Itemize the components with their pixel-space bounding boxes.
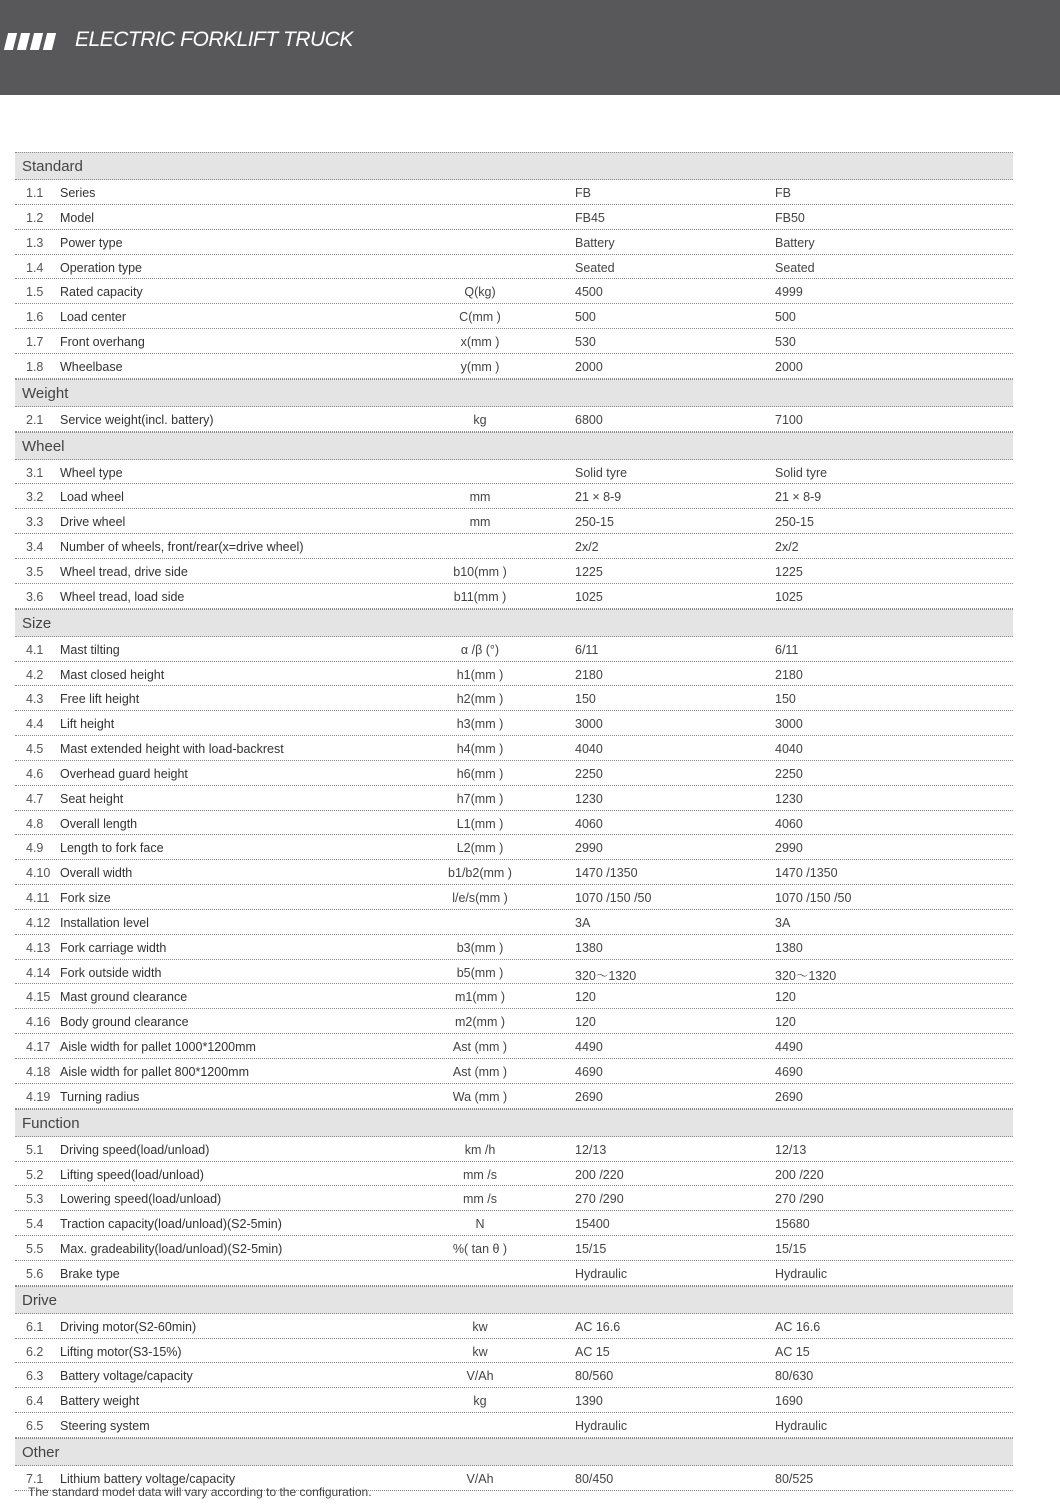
row-unit: mm /s — [462, 1192, 498, 1207]
row-item: Model — [60, 210, 95, 225]
value-model-1: Solid tyre — [575, 465, 628, 480]
stripes-logo-icon — [6, 33, 58, 51]
table-row — [15, 1261, 1013, 1286]
row-item: Operation type — [60, 260, 142, 275]
row-number: 1.7 — [26, 335, 44, 350]
table-row — [15, 205, 1013, 230]
row-unit: h4(mm ) — [456, 742, 504, 757]
table-row — [15, 230, 1013, 255]
row-item: Turning radius — [60, 1089, 140, 1104]
value-model-1: Seated — [575, 260, 615, 275]
row-number: 4.8 — [26, 816, 44, 831]
value-model-2: 1225 — [775, 564, 803, 579]
value-model-2: Hydraulic — [775, 1419, 828, 1434]
value-model-2: Solid tyre — [775, 465, 828, 480]
value-model-2: 2990 — [775, 841, 803, 856]
row-number: 6.4 — [26, 1394, 44, 1409]
row-unit: Ast (mm ) — [452, 1065, 508, 1079]
value-model-2: 320～1320 — [775, 968, 837, 983]
table-row — [15, 1211, 1013, 1236]
row-item: Battery weight — [60, 1394, 140, 1409]
table-row — [15, 1084, 1013, 1109]
value-model-2: AC 15 — [775, 1344, 810, 1359]
row-number: 6.5 — [26, 1419, 44, 1434]
row-number: 2.1 — [26, 412, 44, 427]
value-model-2: 15680 — [775, 1217, 810, 1232]
row-unit: N — [475, 1217, 485, 1232]
row-unit: km /h — [464, 1142, 496, 1157]
value-model-2: 1690 — [775, 1394, 803, 1409]
table-row — [15, 1137, 1013, 1162]
row-number: 1.1 — [26, 186, 44, 200]
row-item: Wheelbase — [60, 359, 123, 374]
value-model-1: 21 × 8-9 — [575, 490, 622, 505]
value-model-1: 200 /220 — [575, 1167, 624, 1182]
row-item: Length to fork face — [60, 841, 164, 856]
value-model-1: 4060 — [575, 816, 603, 831]
row-item: Wheel tread, drive side — [60, 564, 188, 579]
section-header: Function — [15, 1109, 1013, 1137]
table-row — [15, 1413, 1013, 1438]
row-unit: Wa (mm ) — [452, 1089, 508, 1104]
row-unit: h3(mm ) — [456, 717, 504, 732]
row-number: 4.6 — [26, 766, 44, 781]
row-unit: h1(mm ) — [456, 667, 504, 682]
row-item: Battery voltage/capacity — [60, 1369, 193, 1384]
row-item: Overall width — [60, 866, 133, 881]
row-unit: h7(mm ) — [456, 791, 504, 806]
row-unit: y(mm ) — [460, 359, 500, 374]
value-model-1: 80/450 — [575, 1471, 614, 1486]
row-number: 4.10 — [26, 866, 51, 881]
value-model-1: 4500 — [575, 285, 603, 300]
table-row — [15, 1388, 1013, 1413]
value-model-1: 320～1320 — [575, 968, 637, 983]
value-model-1: 1225 — [575, 564, 603, 579]
row-unit: x(mm ) — [460, 335, 500, 350]
value-model-2: 7100 — [775, 412, 803, 427]
row-unit: C(mm ) — [459, 310, 501, 325]
page-title: ELECTRIC FORKLIFT TRUCK — [75, 28, 353, 51]
row-item: Lifting motor(S3-15%) — [60, 1344, 182, 1359]
table-row — [15, 1339, 1013, 1364]
value-model-2: Seated — [775, 260, 815, 275]
value-model-2: 12/13 — [775, 1142, 807, 1157]
spec-table — [15, 152, 1013, 1491]
value-model-2: 2690 — [775, 1089, 803, 1104]
value-model-2: 21 × 8-9 — [775, 490, 822, 505]
value-model-1: 3000 — [575, 717, 603, 732]
table-row — [15, 1363, 1013, 1388]
table-row — [15, 984, 1013, 1009]
row-number: 6.2 — [26, 1344, 44, 1359]
value-model-1: 1070 /150 /50 — [575, 891, 652, 906]
row-item: Wheel type — [60, 465, 123, 480]
section-header: Drive — [15, 1286, 1013, 1314]
row-number: 4.3 — [26, 692, 44, 707]
value-model-1: 530 — [575, 335, 596, 350]
row-number: 6.1 — [26, 1319, 44, 1334]
value-model-2: 3A — [775, 915, 791, 930]
row-item: Steering system — [60, 1419, 150, 1434]
table-row — [15, 279, 1013, 304]
value-model-1: 1390 — [575, 1394, 603, 1409]
row-number: 7.1 — [26, 1471, 44, 1486]
value-model-1: AC 16.6 — [575, 1319, 621, 1334]
row-number: 1.5 — [26, 285, 44, 300]
value-model-2: 4999 — [775, 285, 803, 300]
value-model-1: 120 — [575, 990, 596, 1005]
value-model-1: 3A — [575, 915, 591, 930]
row-number: 1.8 — [26, 359, 44, 374]
value-model-1: 15/15 — [575, 1242, 607, 1257]
value-model-1: 250-15 — [575, 515, 614, 530]
table-row — [15, 460, 1013, 485]
table-row — [15, 1034, 1013, 1059]
table-row — [15, 860, 1013, 885]
row-item: Rated capacity — [60, 285, 143, 300]
row-unit: mm — [469, 490, 491, 505]
value-model-2: FB50 — [775, 210, 805, 225]
table-row — [15, 559, 1013, 584]
table-row — [15, 509, 1013, 534]
row-item: Mast ground clearance — [60, 990, 188, 1005]
table-row — [15, 354, 1013, 379]
row-item: Wheel tread, load side — [60, 589, 185, 604]
row-number: 4.16 — [26, 1015, 51, 1030]
table-row — [15, 885, 1013, 910]
row-unit: L2(mm ) — [456, 841, 504, 856]
table-row — [15, 534, 1013, 559]
table-row — [15, 686, 1013, 711]
value-model-1: 12/13 — [575, 1142, 607, 1157]
row-item: Lift height — [60, 717, 115, 732]
row-item: Lowering speed(load/unload) — [60, 1192, 222, 1207]
row-item: Max. gradeability(load/unload)(S2-5min) — [60, 1242, 283, 1257]
section-header: Weight — [15, 379, 1013, 407]
row-number: 4.19 — [26, 1089, 51, 1104]
row-item: Number of wheels, front/rear(x=drive wheel) — [60, 540, 304, 555]
table-row — [15, 935, 1013, 960]
row-item: Driving motor(S2-60min) — [60, 1319, 197, 1334]
row-number: 5.6 — [26, 1266, 44, 1281]
row-unit: mm — [469, 515, 491, 530]
row-number: 4.2 — [26, 667, 44, 682]
value-model-2: 80/525 — [775, 1471, 814, 1486]
value-model-2: 250-15 — [775, 515, 814, 530]
value-model-2: 530 — [775, 335, 796, 350]
row-item: Mast tilting — [60, 642, 120, 657]
value-model-2: 2x/2 — [775, 540, 799, 555]
value-model-1: 1025 — [575, 589, 603, 604]
value-model-1: 1230 — [575, 791, 603, 806]
value-model-2: 2250 — [775, 766, 803, 781]
value-model-1: FB45 — [575, 210, 605, 225]
row-unit: kg — [473, 1394, 487, 1409]
row-item: Mast extended height with load-backrest — [60, 742, 284, 757]
value-model-1: Hydraulic — [575, 1266, 628, 1281]
table-row — [15, 761, 1013, 786]
value-model-1: 270 /290 — [575, 1192, 624, 1207]
value-model-1: 2990 — [575, 841, 603, 856]
row-number: 4.14 — [26, 965, 51, 980]
footnote: The standard model data will vary according to the configuration. — [28, 1485, 372, 1499]
section-header: Wheel — [15, 432, 1013, 460]
row-number: 4.15 — [26, 990, 51, 1005]
value-model-2: FB — [775, 186, 791, 200]
table-row — [15, 407, 1013, 432]
row-unit: m1(mm ) — [455, 990, 505, 1005]
value-model-2: 6/11 — [775, 642, 799, 657]
row-number: 3.4 — [26, 540, 44, 555]
row-item: Traction capacity(load/unload)(S2-5min) — [60, 1217, 282, 1232]
value-model-2: 1230 — [775, 791, 803, 806]
table-row — [15, 1162, 1013, 1187]
row-item: Service weight(incl. battery) — [60, 412, 214, 427]
row-unit: L1(mm ) — [456, 816, 504, 831]
value-model-2: 270 /290 — [775, 1192, 824, 1207]
row-unit: m2(mm ) — [455, 1015, 505, 1030]
row-item: Fork size — [60, 891, 111, 906]
row-unit: %( tan θ ) — [452, 1242, 508, 1257]
row-unit: h2(mm ) — [456, 692, 504, 707]
table-row — [15, 1059, 1013, 1084]
row-item: Load center — [60, 310, 127, 325]
value-model-2: 2180 — [775, 667, 803, 682]
value-model-1: 4490 — [575, 1040, 603, 1055]
row-number: 1.6 — [26, 310, 44, 325]
value-model-2: Hydraulic — [775, 1266, 828, 1281]
value-model-1: Battery — [575, 235, 615, 250]
section-header: Standard — [15, 152, 1013, 180]
table-row — [15, 910, 1013, 935]
table-row — [15, 584, 1013, 609]
value-model-1: 6/11 — [575, 642, 599, 657]
row-unit: b3(mm ) — [456, 940, 504, 955]
row-number: 4.17 — [26, 1040, 51, 1055]
row-unit: h6(mm ) — [456, 766, 504, 781]
table-row — [15, 304, 1013, 329]
table-row — [15, 1314, 1013, 1339]
row-item: Fork carriage width — [60, 940, 167, 955]
section-header: Other — [15, 1438, 1013, 1466]
value-model-2: 500 — [775, 310, 796, 325]
row-number: 3.2 — [26, 490, 44, 505]
table-row — [15, 786, 1013, 811]
value-model-1: 500 — [575, 310, 596, 325]
table-row — [15, 255, 1013, 280]
row-unit: kw — [472, 1319, 488, 1334]
row-item: Lifting speed(load/unload) — [60, 1167, 204, 1182]
value-model-1: 6800 — [575, 412, 603, 427]
row-item: Aisle width for pallet 1000*1200mm — [60, 1040, 256, 1055]
row-number: 5.3 — [26, 1192, 44, 1207]
table-row — [15, 1186, 1013, 1211]
value-model-2: 4690 — [775, 1065, 803, 1079]
row-unit: b5(mm ) — [456, 965, 504, 980]
value-model-1: 80/560 — [575, 1369, 614, 1384]
row-item: Seat height — [60, 791, 124, 806]
row-item: Body ground clearance — [60, 1015, 189, 1030]
value-model-2: 1380 — [775, 940, 803, 955]
value-model-2: AC 16.6 — [775, 1319, 821, 1334]
row-unit: V/Ah — [466, 1471, 494, 1486]
table-row — [15, 484, 1013, 509]
table-row — [15, 662, 1013, 687]
row-unit: b10(mm ) — [453, 564, 507, 579]
table-row — [15, 180, 1013, 205]
row-item: Fork outside width — [60, 965, 162, 980]
value-model-1: Hydraulic — [575, 1419, 628, 1434]
table-row — [15, 1236, 1013, 1261]
table-row — [15, 835, 1013, 860]
value-model-2: 120 — [775, 1015, 796, 1030]
page-header — [0, 0, 1060, 95]
row-number: 5.4 — [26, 1217, 44, 1232]
value-model-2: 4490 — [775, 1040, 803, 1055]
row-item: Mast closed height — [60, 667, 165, 682]
row-item: Front overhang — [60, 335, 145, 350]
value-model-2: 2000 — [775, 359, 803, 374]
value-model-2: 1070 /150 /50 — [775, 891, 852, 906]
value-model-1: 150 — [575, 692, 596, 707]
row-unit: l/e/s(mm ) — [452, 891, 508, 906]
value-model-1: 15400 — [575, 1217, 610, 1232]
row-number: 4.11 — [26, 891, 50, 906]
row-unit: b1/b2(mm ) — [448, 866, 512, 881]
row-number: 1.3 — [26, 235, 44, 250]
value-model-1: FB — [575, 186, 591, 200]
row-number: 4.12 — [26, 915, 51, 930]
value-model-2: 150 — [775, 692, 796, 707]
value-model-1: 2180 — [575, 667, 603, 682]
row-item: Brake type — [60, 1266, 120, 1281]
value-model-2: 15/15 — [775, 1242, 807, 1257]
row-number: 6.3 — [26, 1369, 44, 1384]
row-number: 4.9 — [26, 841, 44, 856]
row-unit: Q(kg) — [464, 285, 496, 300]
row-unit: kw — [472, 1344, 488, 1359]
value-model-2: 4040 — [775, 742, 803, 757]
row-unit: kg — [473, 412, 487, 427]
table-row — [15, 637, 1013, 662]
row-number: 4.1 — [26, 642, 44, 657]
row-item: Lithium battery voltage/capacity — [60, 1471, 236, 1486]
row-unit: Ast (mm ) — [452, 1040, 508, 1055]
table-row — [15, 329, 1013, 354]
row-unit: V/Ah — [466, 1369, 494, 1384]
table-row — [15, 811, 1013, 836]
value-model-1: 1470 /1350 — [575, 866, 638, 881]
row-unit: α /β (°) — [460, 642, 500, 657]
row-item: Overhead guard height — [60, 766, 188, 781]
value-model-1: 4690 — [575, 1065, 603, 1079]
row-unit: mm /s — [462, 1167, 498, 1182]
row-item: Driving speed(load/unload) — [60, 1142, 210, 1157]
section-header: Size — [15, 609, 1013, 637]
value-model-2: 3000 — [775, 717, 803, 732]
value-model-1: AC 15 — [575, 1344, 610, 1359]
value-model-2: 1025 — [775, 589, 803, 604]
row-item: Power type — [60, 235, 123, 250]
row-number: 1.2 — [26, 210, 44, 225]
row-item: Aisle width for pallet 800*1200mm — [60, 1065, 249, 1079]
table-row — [15, 960, 1013, 985]
table-row — [15, 736, 1013, 761]
row-number: 3.3 — [26, 515, 44, 530]
row-number: 3.6 — [26, 589, 44, 604]
row-number: 4.18 — [26, 1065, 51, 1079]
table-row — [15, 1009, 1013, 1034]
row-number: 5.5 — [26, 1242, 44, 1257]
value-model-1: 1380 — [575, 940, 603, 955]
row-number: 5.1 — [26, 1142, 44, 1157]
row-item: Overall length — [60, 816, 138, 831]
row-number: 4.4 — [26, 717, 44, 732]
row-item: Series — [60, 186, 96, 200]
value-model-1: 4040 — [575, 742, 603, 757]
value-model-1: 2x/2 — [575, 540, 599, 555]
row-item: Load wheel — [60, 490, 124, 505]
value-model-1: 2000 — [575, 359, 603, 374]
table-row — [15, 711, 1013, 736]
value-model-1: 2250 — [575, 766, 603, 781]
row-number: 4.13 — [26, 940, 51, 955]
row-number: 3.5 — [26, 564, 44, 579]
row-number: 5.2 — [26, 1167, 44, 1182]
row-number: 1.4 — [26, 260, 44, 275]
value-model-2: 4060 — [775, 816, 803, 831]
row-item: Drive wheel — [60, 515, 126, 530]
row-number: 4.5 — [26, 742, 44, 757]
value-model-2: 80/630 — [775, 1369, 814, 1384]
row-item: Installation level — [60, 915, 149, 930]
value-model-1: 120 — [575, 1015, 596, 1030]
value-model-2: 1470 /1350 — [775, 866, 838, 881]
value-model-2: 200 /220 — [775, 1167, 824, 1182]
row-number: 3.1 — [26, 465, 44, 480]
row-item: Free lift height — [60, 692, 140, 707]
value-model-2: Battery — [775, 235, 815, 250]
row-number: 4.7 — [26, 791, 44, 806]
value-model-1: 2690 — [575, 1089, 603, 1104]
row-unit: b11(mm ) — [453, 589, 507, 604]
value-model-2: 120 — [775, 990, 796, 1005]
